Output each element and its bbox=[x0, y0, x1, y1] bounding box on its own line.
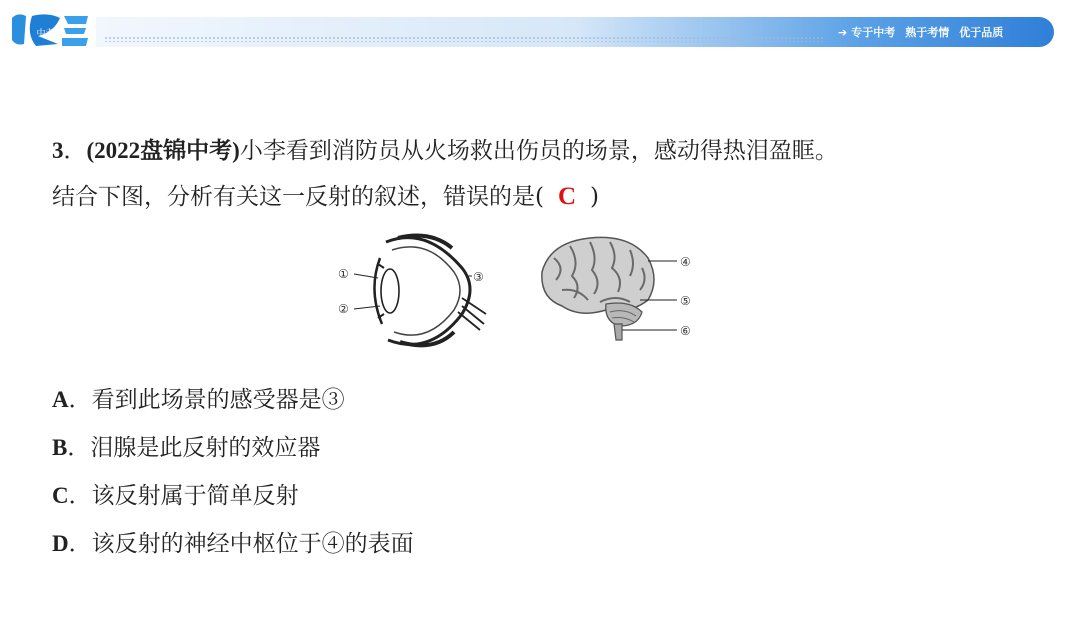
option-text: 该反射属于简单反射 bbox=[91, 483, 299, 509]
eye-diagram bbox=[338, 236, 486, 346]
option-d bbox=[52, 520, 414, 568]
option-a bbox=[52, 376, 414, 424]
answer-letter: C bbox=[557, 183, 577, 210]
label-4: ④ bbox=[680, 255, 691, 269]
label-5: ⑤ bbox=[680, 294, 691, 308]
arrow-right-icon: ➔ bbox=[838, 25, 848, 39]
label-6: ⑥ bbox=[680, 324, 691, 338]
question-stem bbox=[52, 128, 1042, 220]
option-letter: A bbox=[52, 387, 69, 412]
question-text-2: 结合下图，分析有关这一反射的叙述，错误的是( bbox=[52, 184, 544, 210]
option-text: 该反射的神经中枢位于④的表面 bbox=[91, 531, 414, 557]
question-line-1 bbox=[52, 128, 1042, 174]
option-separator: ． bbox=[68, 483, 92, 509]
anatomy-figure bbox=[330, 228, 710, 354]
option-b bbox=[52, 424, 414, 472]
question-text-1: 小李看到消防员从火场救出伤员的场景，感动得热泪盈眶。 bbox=[239, 138, 838, 164]
option-letter: D bbox=[52, 531, 69, 556]
zhongkao-logo bbox=[8, 10, 92, 50]
label-2: ② bbox=[338, 302, 349, 316]
question-source: (2022盘锦中考) bbox=[86, 138, 240, 163]
option-c bbox=[52, 472, 414, 520]
option-letter: B bbox=[52, 435, 68, 460]
close-paren: ) bbox=[590, 184, 600, 210]
slogan bbox=[838, 24, 1003, 40]
slogan-item-1: 专于中考 bbox=[851, 26, 896, 39]
option-separator: ． bbox=[68, 531, 92, 557]
dotted-stripe bbox=[104, 36, 824, 42]
header-banner bbox=[0, 0, 1080, 60]
logo-text: 中考三 bbox=[36, 29, 64, 39]
option-text: 看到此场景的感受器是③ bbox=[91, 387, 345, 413]
option-text: 泪腺是此反射的效应器 bbox=[90, 435, 321, 461]
label-3: ③ bbox=[473, 270, 484, 284]
label-1: ① bbox=[338, 267, 349, 281]
option-letter: C bbox=[52, 483, 69, 508]
question-number: 3 bbox=[52, 138, 64, 163]
option-separator: ． bbox=[67, 435, 91, 461]
option-separator: ． bbox=[68, 387, 92, 413]
options-list bbox=[52, 376, 414, 568]
question-line-2 bbox=[52, 174, 1042, 220]
brain-diagram bbox=[542, 237, 691, 340]
slogan-item-2: 熟于考情 bbox=[905, 26, 950, 39]
slogan-item-3: 优于品质 bbox=[959, 26, 1004, 39]
question-separator: ． bbox=[63, 138, 87, 164]
